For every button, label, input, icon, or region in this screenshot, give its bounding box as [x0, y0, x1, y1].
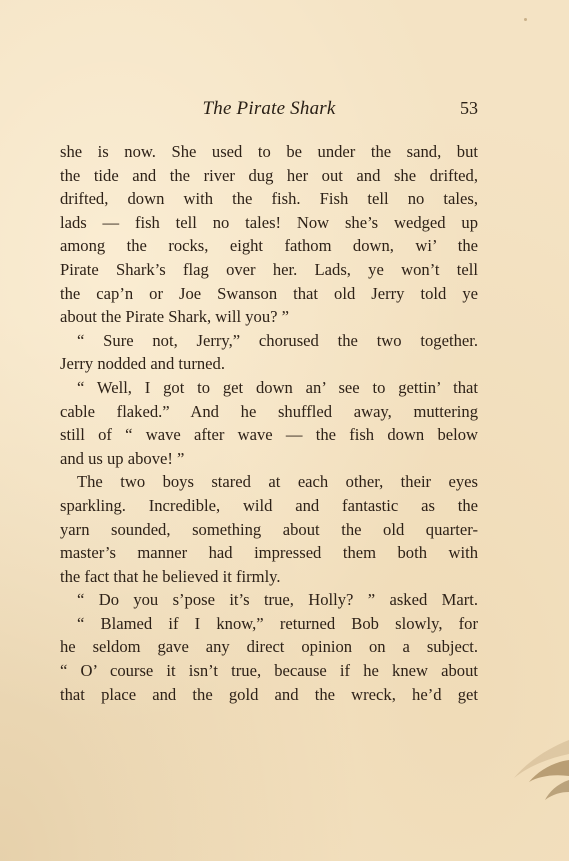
text-line: “ Sure not, Jerry,” chorused the two together.: [77, 330, 478, 350]
text-line: drifted, down with the fish. Fish tell no tales,: [60, 189, 478, 209]
text-line: master’s manner had impressed them both with: [60, 543, 478, 563]
page-corner-smudge: [499, 740, 569, 820]
text-line: among the rocks, eight fathom down, wi’ the: [60, 236, 478, 256]
text-line: Jerry nodded and turned.: [60, 354, 225, 374]
text-line: cable flaked.” And he shuffled away, muttering: [60, 401, 478, 421]
text-line: “ Blamed if I know,” returned Bob slowly, for: [77, 613, 478, 633]
text-line: “ Do you s’pose it’s true, Holly? ” asked Mart.: [77, 590, 478, 610]
text-line: he seldom gave any direct opinion on a subject.: [60, 637, 478, 657]
text-line: sparkling. Incredible, wild and fantastic as the: [60, 495, 478, 515]
page-number: 53: [460, 98, 478, 118]
text-line: yarn sounded, something about the old quarter-: [60, 519, 478, 539]
text-line: still of “ wave after wave — the fish down below: [60, 425, 478, 445]
text-line: “ Well, I got to get down an’ see to gettin’ that: [77, 377, 478, 397]
text-line: lads — fish tell no tales! Now she’s wedged up: [60, 212, 478, 232]
text-line: the fact that he believed it firmly.: [60, 566, 281, 586]
body-text: [60, 140, 478, 706]
paper-speck: [524, 18, 527, 21]
text-line: that place and the gold and the wreck, he’d get: [60, 684, 478, 704]
text-line: Pirate Shark’s flag over her. Lads, ye won’t tell: [60, 259, 478, 279]
running-title: The Pirate Shark: [202, 98, 336, 119]
text-line: she is now. She used to be under the sand, but: [60, 142, 478, 161]
text-line: the cap’n or Joe Swanson that old Jerry told ye: [60, 283, 478, 303]
text-line: the tide and the river dug her out and she drifted,: [60, 165, 478, 185]
text-line: “ O’ course it isn’t true, because if he knew about: [60, 661, 478, 681]
text-line: The two boys stared at each other, their eyes: [77, 472, 478, 492]
text-line: about the Pirate Shark, will you? ”: [60, 307, 290, 327]
running-head: [60, 98, 478, 126]
text-line: and us up above! ”: [60, 448, 185, 468]
